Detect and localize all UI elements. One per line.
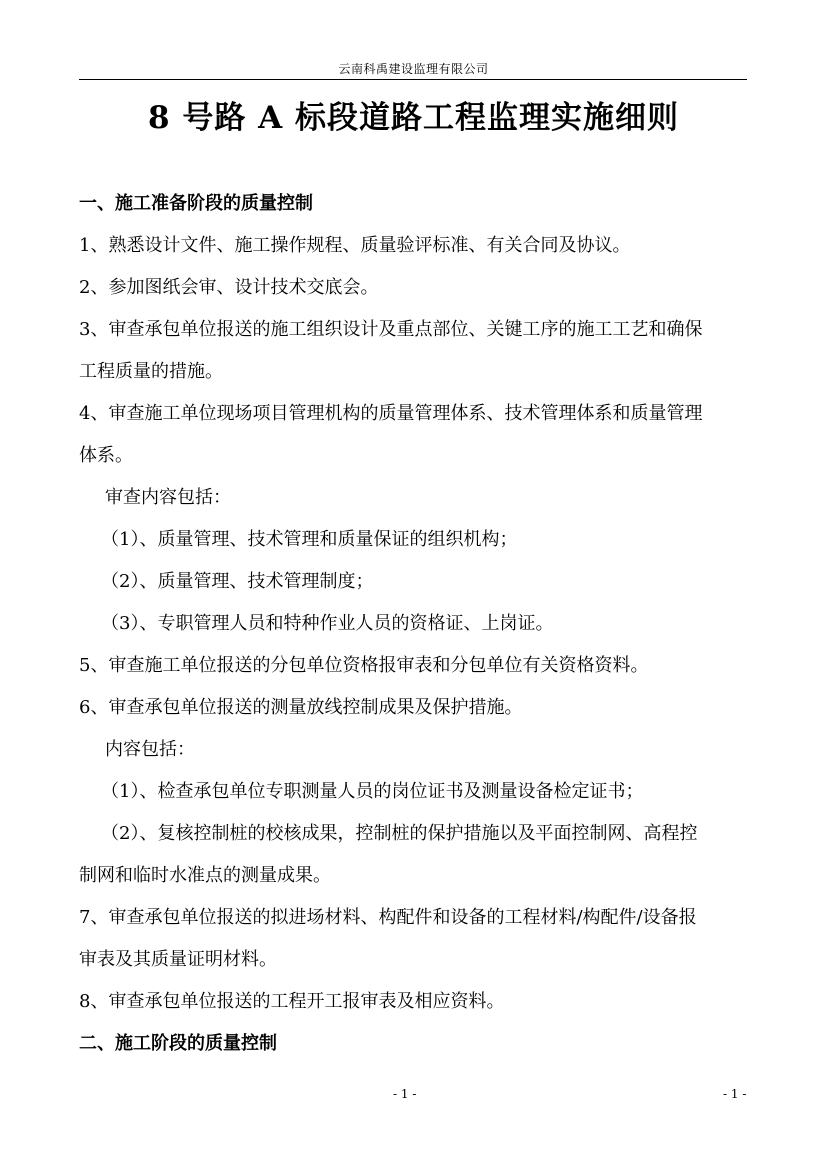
paragraph-line: 工程质量的措施。 — [79, 361, 223, 382]
section-heading-1: 一、施工准备阶段的质量控制 — [79, 193, 313, 214]
paragraph-line: 4、审查施工单位现场项目管理机构的质量管理体系、技术管理体系和质量管理 — [79, 403, 703, 424]
paragraph-line: 1、熟悉设计文件、施工操作规程、质量验评标准、有关合同及协议。 — [79, 235, 631, 256]
list-item: （2）、质量管理、技术管理制度； — [101, 571, 374, 592]
paragraph-line: 体系。 — [79, 445, 133, 466]
list-item: （2）、复核控制桩的校核成果，控制桩的保护措施以及平面控制网、高程控 — [101, 823, 698, 844]
list-item: （1）、质量管理、技术管理和质量保证的组织机构； — [101, 529, 518, 550]
page-number-right: - 1 - — [723, 1087, 747, 1101]
paragraph-line: 6、审查承包单位报送的测量放线控制成果及保护措施。 — [79, 697, 523, 718]
list-item: （1）、检查承包单位专职测量人员的岗位证书及测量设备检定证书； — [101, 781, 644, 802]
paragraph-line: 2、参加图纸会审、设计技术交底会。 — [79, 277, 379, 298]
document-title: 8 号路 A 标段道路工程监理实施细则 — [148, 100, 679, 136]
page-header-company: 云南科禹建设监理有限公司 — [338, 62, 489, 76]
list-item: （3）、专职管理人员和特种作业人员的资格证、上岗证。 — [101, 613, 554, 634]
section-heading-2: 二、施工阶段的质量控制 — [79, 1033, 277, 1054]
document-body — [79, 183, 751, 1065]
paragraph-line: 7、审查承包单位报送的拟进场材料、构配件和设备的工程材料/构配件/设备报 — [79, 907, 697, 928]
paragraph-line: 审表及其质量证明材料。 — [79, 949, 277, 970]
paragraph-line: 8、审查承包单位报送的工程开工报审表及相应资料。 — [79, 991, 505, 1012]
page-number-center: - 1 - — [393, 1087, 417, 1101]
paragraph-line: 3、审查承包单位报送的施工组织设计及重点部位、关键工序的施工工艺和确保 — [79, 319, 703, 340]
subheading-line: 内容包括： — [105, 739, 195, 760]
subheading-line: 审查内容包括： — [105, 487, 231, 508]
header-divider — [79, 79, 747, 80]
paragraph-line: 制网和临时水准点的测量成果。 — [79, 865, 331, 886]
paragraph-line: 5、审查施工单位报送的分包单位资格报审表和分包单位有关资格资料。 — [79, 655, 649, 676]
